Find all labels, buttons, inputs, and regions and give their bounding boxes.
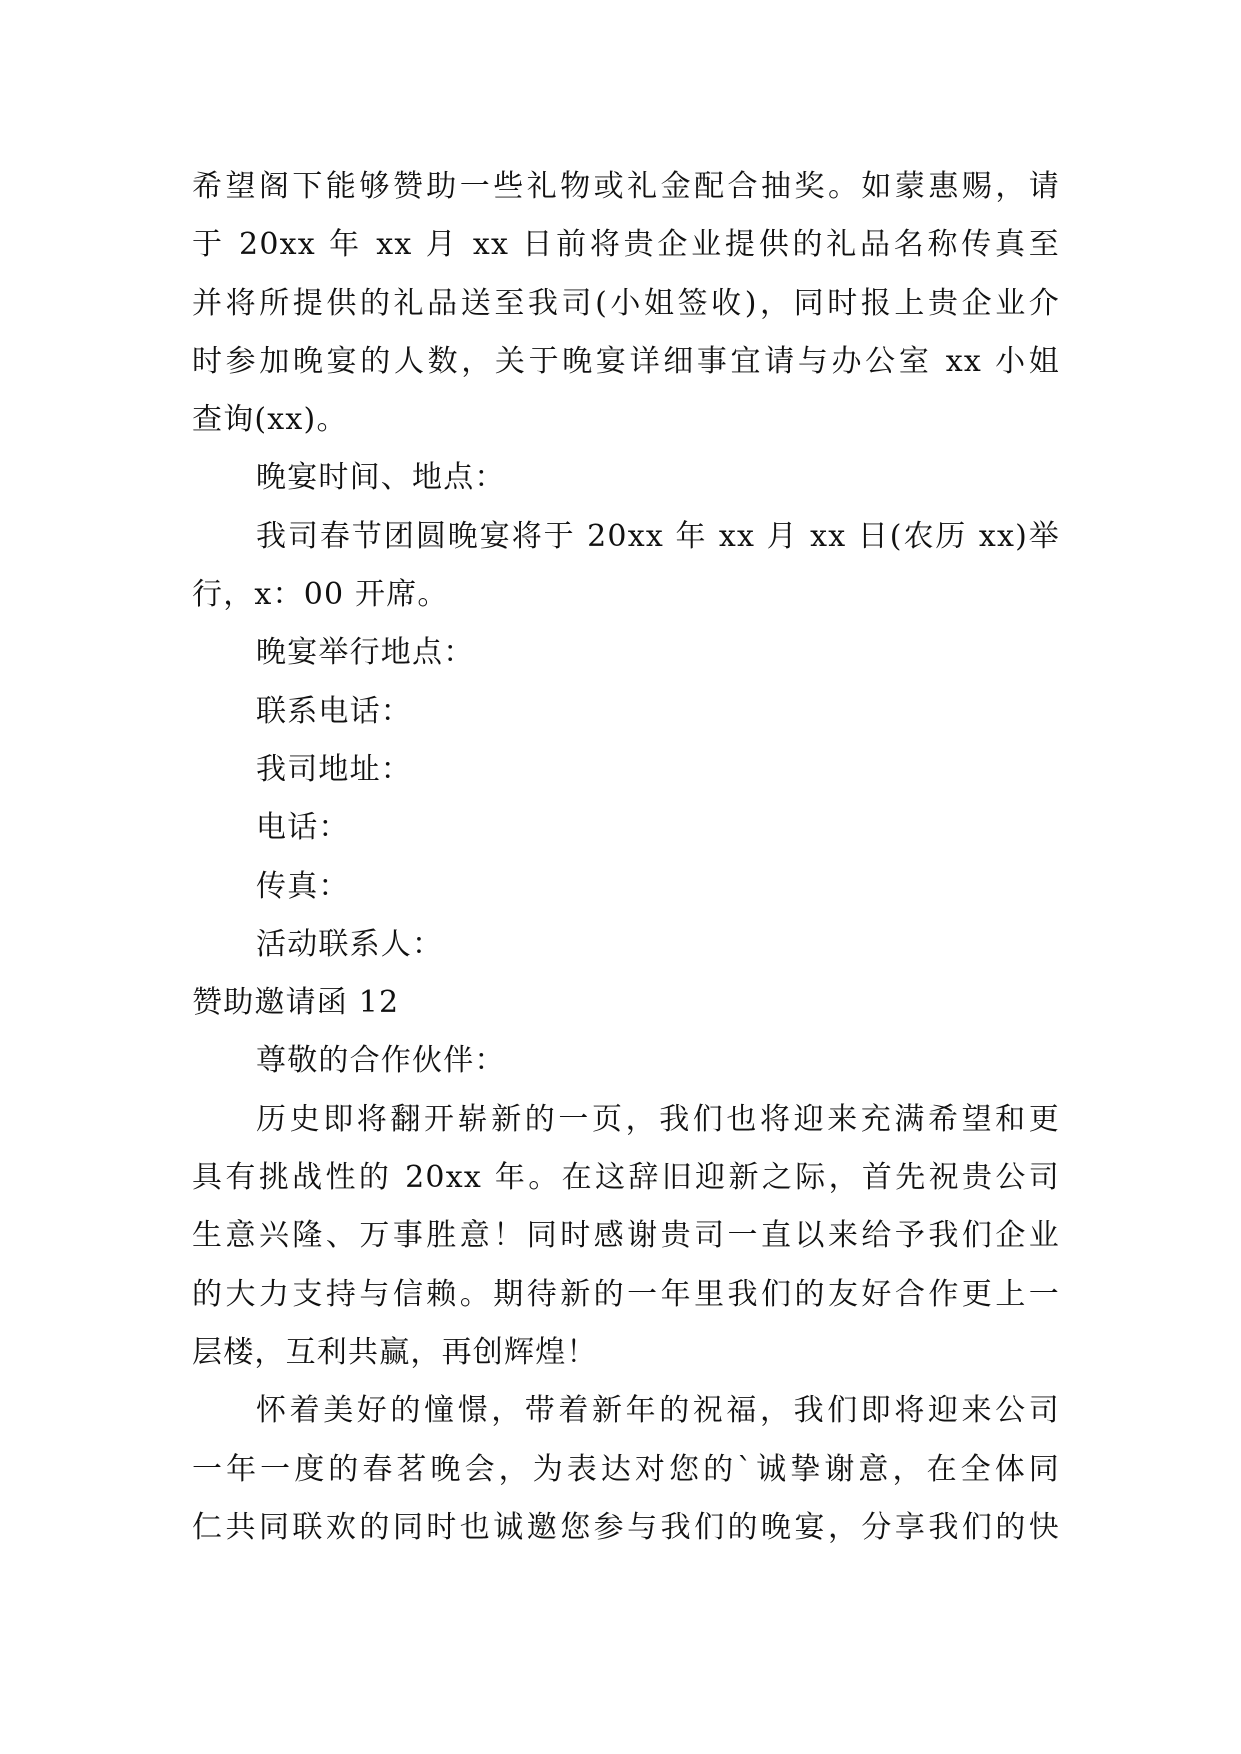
body-line: 查询(xx)。 (192, 402, 348, 438)
section-label: 晚宴时间、地点： (256, 460, 506, 496)
body-line: 一年一度的春茗晚会，为表达对您的`诚挚谢意，在全体同 (192, 1451, 1060, 1487)
section-heading: 赞助邀请函 12 (192, 985, 400, 1021)
body-line: 具有挑战性的 20xx 年。在这辞旧迎新之际，首先祝贵公司 (192, 1160, 1060, 1196)
field-label: 传真： (256, 868, 350, 904)
body-line: 的大力支持与信赖。期待新的一年里我们的友好合作更上一 (192, 1276, 1060, 1312)
body-line: 怀着美好的憧憬，带着新年的祝福，我们即将迎来公司 (256, 1393, 1060, 1429)
salutation: 尊敬的合作伙伴： (256, 1043, 506, 1079)
field-label: 电话： (256, 810, 350, 846)
body-line: 希望阁下能够赞助一些礼物或礼金配合抽奖。如蒙惠赐，请 (192, 169, 1060, 204)
field-label: 晚宴举行地点： (256, 635, 475, 671)
body-line: 层楼，互利共赢，再创辉煌！ (192, 1334, 598, 1370)
body-line: 并将所提供的礼品送至我司(小姐签收)，同时报上贵企业介 (192, 285, 1060, 321)
body-line: 仁共同联欢的同时也诚邀您参与我们的晚宴，分享我们的快 (192, 1509, 1060, 1545)
body-line: 行，x：00 开席。 (192, 577, 449, 613)
body-line: 历史即将翻开崭新的一页，我们也将迎来充满希望和更 (256, 1101, 1060, 1137)
field-label: 联系电话： (256, 693, 412, 729)
body-line: 时参加晚宴的人数，关于晚宴详细事宜请与办公室 xx 小姐 (192, 343, 1060, 379)
document-page (192, 158, 1060, 1557)
field-label: 活动联系人： (256, 926, 444, 962)
body-line: 于 20xx 年 xx 月 xx 日前将贵企业提供的礼品名称传真至 (192, 227, 1060, 263)
field-label: 我司地址： (256, 751, 412, 787)
body-line: 生意兴隆、万事胜意！同时感谢贵司一直以来给予我们企业 (192, 1218, 1060, 1254)
body-line: 我司春节团圆晚宴将于 20xx 年 xx 月 xx 日(农历 xx)举 (256, 518, 1060, 554)
